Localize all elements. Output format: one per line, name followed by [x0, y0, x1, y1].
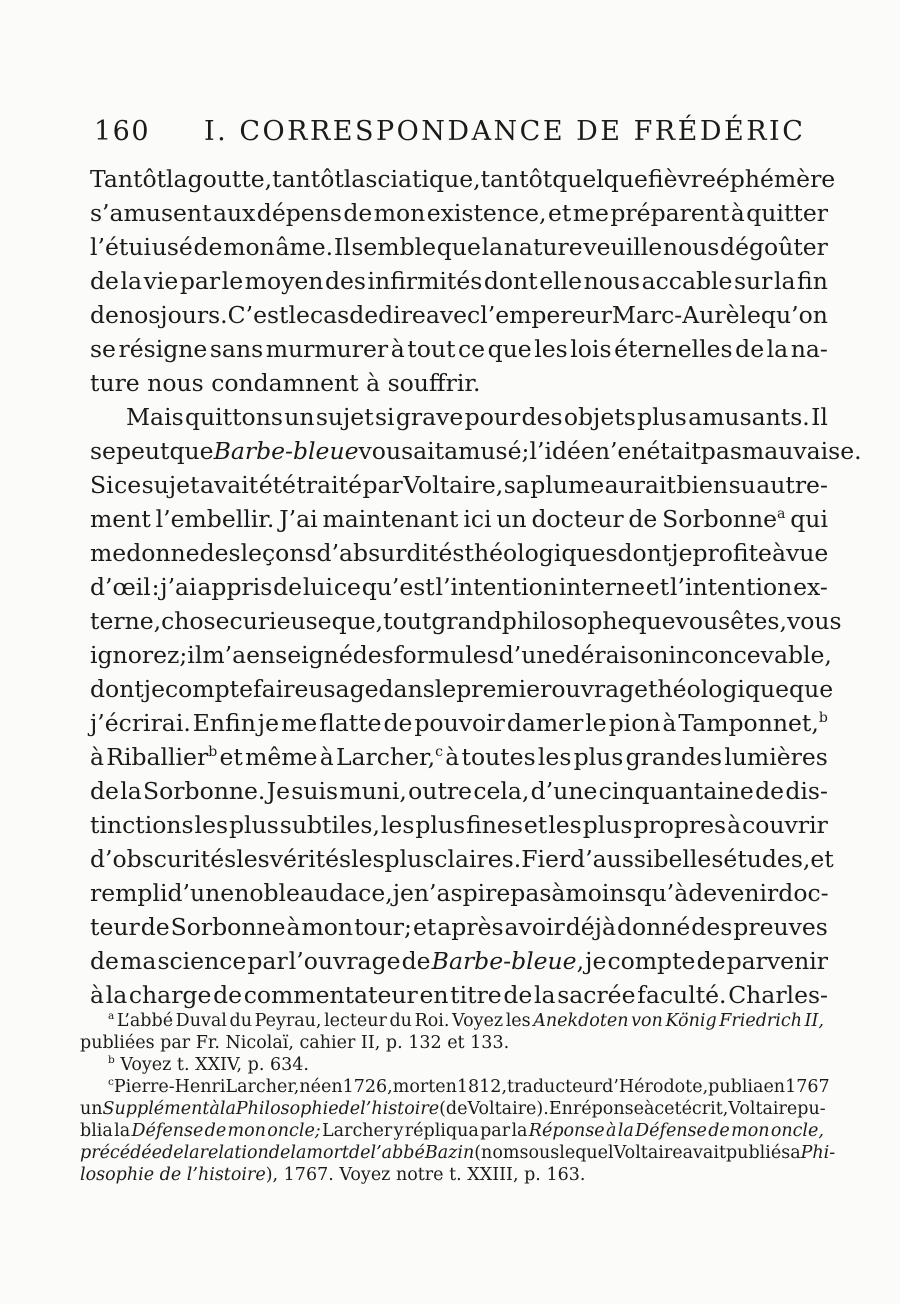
- text-line: se résigne sans murmurer à tout ce que les lois éternelles de la na-: [90, 335, 828, 363]
- text-line: dont je compte faire usage dans le premier ouvrage théologique que: [90, 675, 834, 703]
- text-line: j’écrirai. Enfin je me flatte de pouvoir damer le pion à Tamponnet,$^b$: [90, 709, 828, 737]
- text-line: ment l’embellir. J’ai maintenant ici un docteur de Sorbonne$^a$ qui: [90, 505, 828, 533]
- text-line: de nos jours. C’est le cas de dire avec l’empereur Marc-Aurèle qu’on: [90, 301, 828, 329]
- text-line: d’obscurités les vérités les plus claires. Fier d’aussi belles études, et: [90, 845, 834, 873]
- footnotes: [80, 1010, 836, 1186]
- text-line: Si ce sujet avait été traité par Voltaire, sa plume aurait bien su autre-: [90, 471, 828, 499]
- text-line: ignorez; il m’a enseigné des formules d’une déraison inconcevable,: [90, 641, 832, 669]
- text-line: à la charge de commentateur en titre de la sacrée faculté. Charles-: [90, 981, 828, 1009]
- text-line: me donne des leçons d’absurdités théologiques dont je profite à vue: [90, 539, 829, 567]
- footnote-line: losophie de l’histoire), 1767. Voyez notre t. XXIII, p. 163.: [80, 1165, 586, 1185]
- text-line: l’étui usé de mon âme. Il semble que la nature veuille nous dégoûter: [90, 233, 828, 261]
- footnote-line: $^a$ L’abbé Duval du Peyrau, lecteur du Roi. Voyez les Anekdoten von König Friedrich II,: [108, 1010, 824, 1031]
- footnote-line: publiées par Fr. Nicolaï, cahier II, p. 132 et 133.: [80, 1033, 510, 1053]
- running-header: [94, 116, 829, 147]
- footnote-line: précédée de la relation de la mort de l’abbé Bazin (nom sous lequel Voltaire avait publié sa Phi-: [80, 1143, 836, 1163]
- footnote-line: $^b$ Voyez t. XXIV, p. 634.: [108, 1054, 309, 1075]
- text-line: de la vie par le moyen des infirmités dont elle nous accable sur la fin: [90, 267, 828, 295]
- text-line: s’amusent aux dépens de mon existence, et me préparent à quitter: [90, 199, 828, 227]
- text-line: de la Sorbonne. Je suis muni, outre cela, d’une cinquantaine de dis-: [90, 777, 828, 805]
- text-line: rempli d’une noble audace, je n’aspire pas à moins qu’à devenir doc-: [90, 879, 829, 907]
- text-line: de ma science par l’ouvrage de Barbe-bleue, je compte de parvenir: [90, 947, 828, 975]
- text-line: Mais quittons un sujet si grave pour des objets plus amusants. Il: [126, 403, 828, 431]
- text-line: teur de Sorbonne à mon tour; et après avoir déjà donné des preuves: [90, 913, 828, 941]
- page-number: 160: [94, 116, 151, 147]
- text-line: tinctions les plus subtiles, les plus fines et les plus propres à couvrir: [90, 811, 828, 839]
- footnote-line: un Supplément à la Philosophie de l’histoire (de Voltaire). En réponse à cet écrit, Voltaire pu-: [80, 1099, 826, 1119]
- running-title: I. CORRESPONDANCE DE FRÉDÉRIC: [204, 116, 806, 147]
- text-line: d’œil : j’ai appris de lui ce qu’est l’intention interne et l’intention ex-: [90, 573, 828, 601]
- text-line: se peut que Barbe-bleue vous ait amusé; l’idée n’en était pas mauvaise.: [90, 437, 862, 465]
- text-line: ture nous condamnent à souffrir.: [90, 369, 481, 397]
- footnote-line: blia la Défense de mon oncle; Larcher y répliqua par la Réponse à la Défense de mon oncle,: [80, 1121, 824, 1141]
- main-text: [90, 162, 862, 1012]
- text-line: à Riballier$^b$ et même à Larcher,$^c$ à toutes les plus grandes lumières: [90, 743, 828, 771]
- text-line: terne, chose curieuse que, tout grand philosophe que vous êtes, vous: [90, 607, 842, 635]
- footnote-line: $^c$ Pierre-Henri Larcher, né en 1726, mort en 1812, traducteur d’Hérodote, publia en 1767: [108, 1076, 830, 1097]
- text-line: Tantôt la goutte, tantôt la sciatique, tantôt quelque fièvre éphémère: [90, 165, 836, 193]
